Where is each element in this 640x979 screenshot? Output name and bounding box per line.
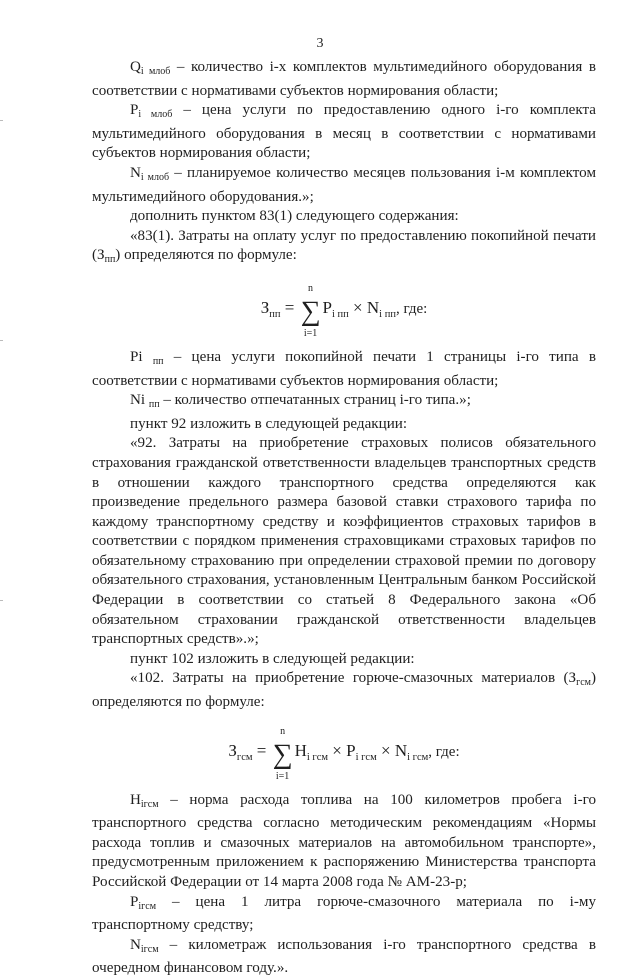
formula-fuel-cost: $З_{гсм}$ = ∑ n i=1 $H_{i гсм} \times P_{i гсм} \times N_{i гсм}$, где: [228, 725, 460, 782]
paragraph-amend-92: пункт 92 изложить в следующей редакции: [130, 415, 408, 432]
margin-tick [0, 120, 3, 121]
document-body [92, 58, 596, 979]
paragraph-amend-102: пункт 102 изложить в следующей редакции: [130, 650, 415, 667]
margin-tick [0, 600, 3, 601]
sum-symbol: ∑ n i=1 [272, 725, 293, 782]
paragraph-ni-pp: Ni $_{пп}$ – количество отпечатанных страниц i-го типа.»; [130, 392, 471, 411]
paragraph-n-mlob: $N_{i млоб}$ – планируемое количество месяцев пользования i-м комплектом мультимедийного оборудования.»; [92, 164, 596, 205]
paragraph-n-gsm: $N_{iгсм}$ – километраж использования i-го транспортного средства в очередном финансовом году.». [92, 936, 596, 977]
margin-tick [0, 340, 3, 341]
paragraph-pi-pp: Pi $_{пп}$ – цена услуги покопийной печати 1 страницы i-го типа в соответствии с нормативами субъектов нормирования области; [92, 348, 596, 389]
formula-printing-cost: $З_{пп}$ = ∑ n i=1 $P_{i пп} \times N_{i пп}$, где: [260, 282, 428, 339]
paragraph-q-mlob: $Q_{i млоб}$ – количество i-х комплектов мультимедийного оборудования в соответствии с нормативами субъектов нормирования области; [92, 59, 596, 99]
paragraph-add-83-1: дополнить пунктом 83(1) следующего содержания: [130, 208, 459, 225]
paragraph-h-gsm: $H_{iгсм}$ – норма расхода топлива на 100 километров пробега i-го транспортного средства согласно методическим рекомендациям «Нормы расхода топлив и смазочных материалов на автомобильном транспорте», предусмотренным приложением к распоряжению Министерства транспорта Российской Федерации от 14 марта 2008 года № АМ-23-р; [92, 791, 596, 890]
paragraph-92: «92. Затраты на приобретение страховых полисов обязательного страхования гражданской ответственности владельцев транспортных средств в отношении каждого транспортного средства определяются как произведение предельного размера базовой ставки страхового тарифа по каждому транспортному средству и коэффициентов страховых тарифов в соответствии с порядком применения страховщиками страховых тарифов по обязательному страхованию при определении страховой премии по договору обязательного страхования, установленным Центральным банком Российской Федерации в соответствии со статьей 8 Федерального закона «Об обязательном страховании гражданской ответственности владельцев транспортных средств».»; [92, 435, 596, 648]
page-number: 3 [316, 36, 324, 51]
paragraph-p-gsm: $P_{iгсм}$ – цена 1 литра горюче-смазочного материала по i-му транспортному средству; [92, 893, 596, 934]
paragraph-83-1: «83(1). Затраты на оплату услуг по предоставлению покопийной печати $(З_{пп})$ определяются по формуле: [92, 227, 596, 266]
paragraph-p-mlob: $P_{i млоб}$ – цена услуги по предоставлению одного i-го комплекта мультимедийного оборудования в месяц в соответствии с нормативами субъектов нормирования области; [92, 102, 596, 162]
sum-symbol: ∑ n i=1 [300, 282, 321, 339]
paragraph-102: «102. Затраты на приобретение горюче-смазочных материалов $(З_{гсм})$ определяются по формуле: [92, 670, 596, 711]
